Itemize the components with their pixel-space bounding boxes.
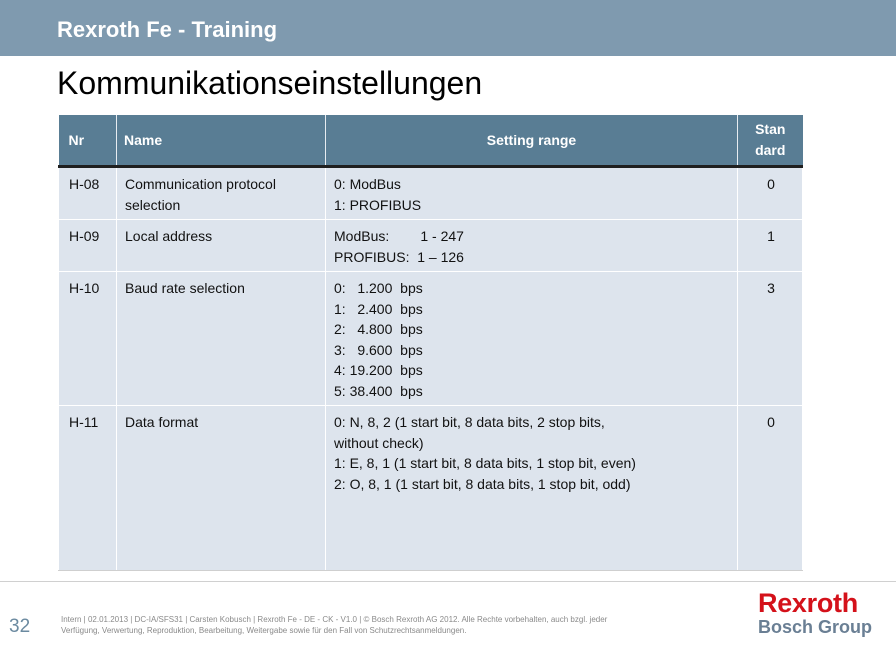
table-row [59,167,803,220]
column-header-standard [738,115,803,167]
range-line: 0: 1.200 bps [334,280,423,296]
column-header-standard-line1: Stan [755,121,786,137]
logo-group-text: Bosch Group [758,617,873,637]
header-title: Rexroth Fe - Training [57,17,278,42]
range-line: 0: N, 8, 2 (1 start bit, 8 data bits, 2 stop bits, [334,414,605,430]
footer-legal-text [61,614,721,636]
range-line: 2: O, 8, 1 (1 start bit, 8 data bits, 1 stop bit, odd) [334,475,631,492]
cell-name: Communication protocol selection [117,167,326,220]
range-line: 5: 38.400 bps [334,382,423,399]
cell-setting-range [326,167,738,220]
footer-line-1: Intern | 02.01.2013 | DC-IA/SFS31 | Carsten Kobusch | Rexroth Fe - DE - CK - V1.0 | © Bosch Rexroth AG 2012. Alle Rechte vorbehalten, auch bzgl. jeder [61,615,608,624]
rexroth-logo [758,588,878,638]
cell-standard: 0 [738,406,803,571]
column-header-standard-line2: dard [755,142,786,158]
cell-name: Local address [117,220,326,272]
range-line: ModBus: 1 - 247 [334,228,464,244]
cell-standard: 3 [738,272,803,406]
logo-brand-text: Rexroth [758,588,858,618]
range-line: 4: 19.200 bps [334,362,423,378]
cell-name: Data format [117,406,326,571]
cell-standard: 0 [738,167,803,220]
column-header-name: Name [117,115,326,167]
range-line: 2: 4.800 bps [334,321,423,337]
range-line: 1: 2.400 bps [334,300,423,317]
range-line: 3: 9.600 bps [334,341,423,358]
cell-name: Baud rate selection [117,272,326,406]
cell-setting-range [326,272,738,406]
footer-line-2: Verfügung, Verwertung, Reproduktion, Bearbeitung, Weitergabe sowie für den Fall von Schutzrechtsanmeldungen. [61,626,467,635]
page-number: 32 [9,616,31,637]
range-line: PROFIBUS: 1 – 126 [334,248,464,265]
cell-nr: H-09 [59,220,117,272]
parameter-table [58,115,803,571]
cell-nr: H-08 [59,167,117,220]
cell-nr: H-11 [59,406,117,571]
table-header-row [59,115,803,167]
range-line: 0: ModBus [334,176,401,192]
range-line: 1: PROFIBUS [334,196,422,213]
slide-title: Kommunikationseinstellungen [57,65,483,101]
table-row [59,406,803,571]
footer-divider [0,581,896,582]
range-line: without check) [334,434,424,451]
table-row [59,272,803,406]
cell-setting-range [326,220,738,272]
cell-nr: H-10 [59,272,117,406]
cell-standard: 1 [738,220,803,272]
range-line: 1: E, 8, 1 (1 start bit, 8 data bits, 1 stop bit, even) [334,455,636,471]
table-row [59,220,803,272]
cell-setting-range [326,406,738,571]
column-header-nr: Nr [59,115,117,167]
column-header-setting-range: Setting range [326,115,738,167]
